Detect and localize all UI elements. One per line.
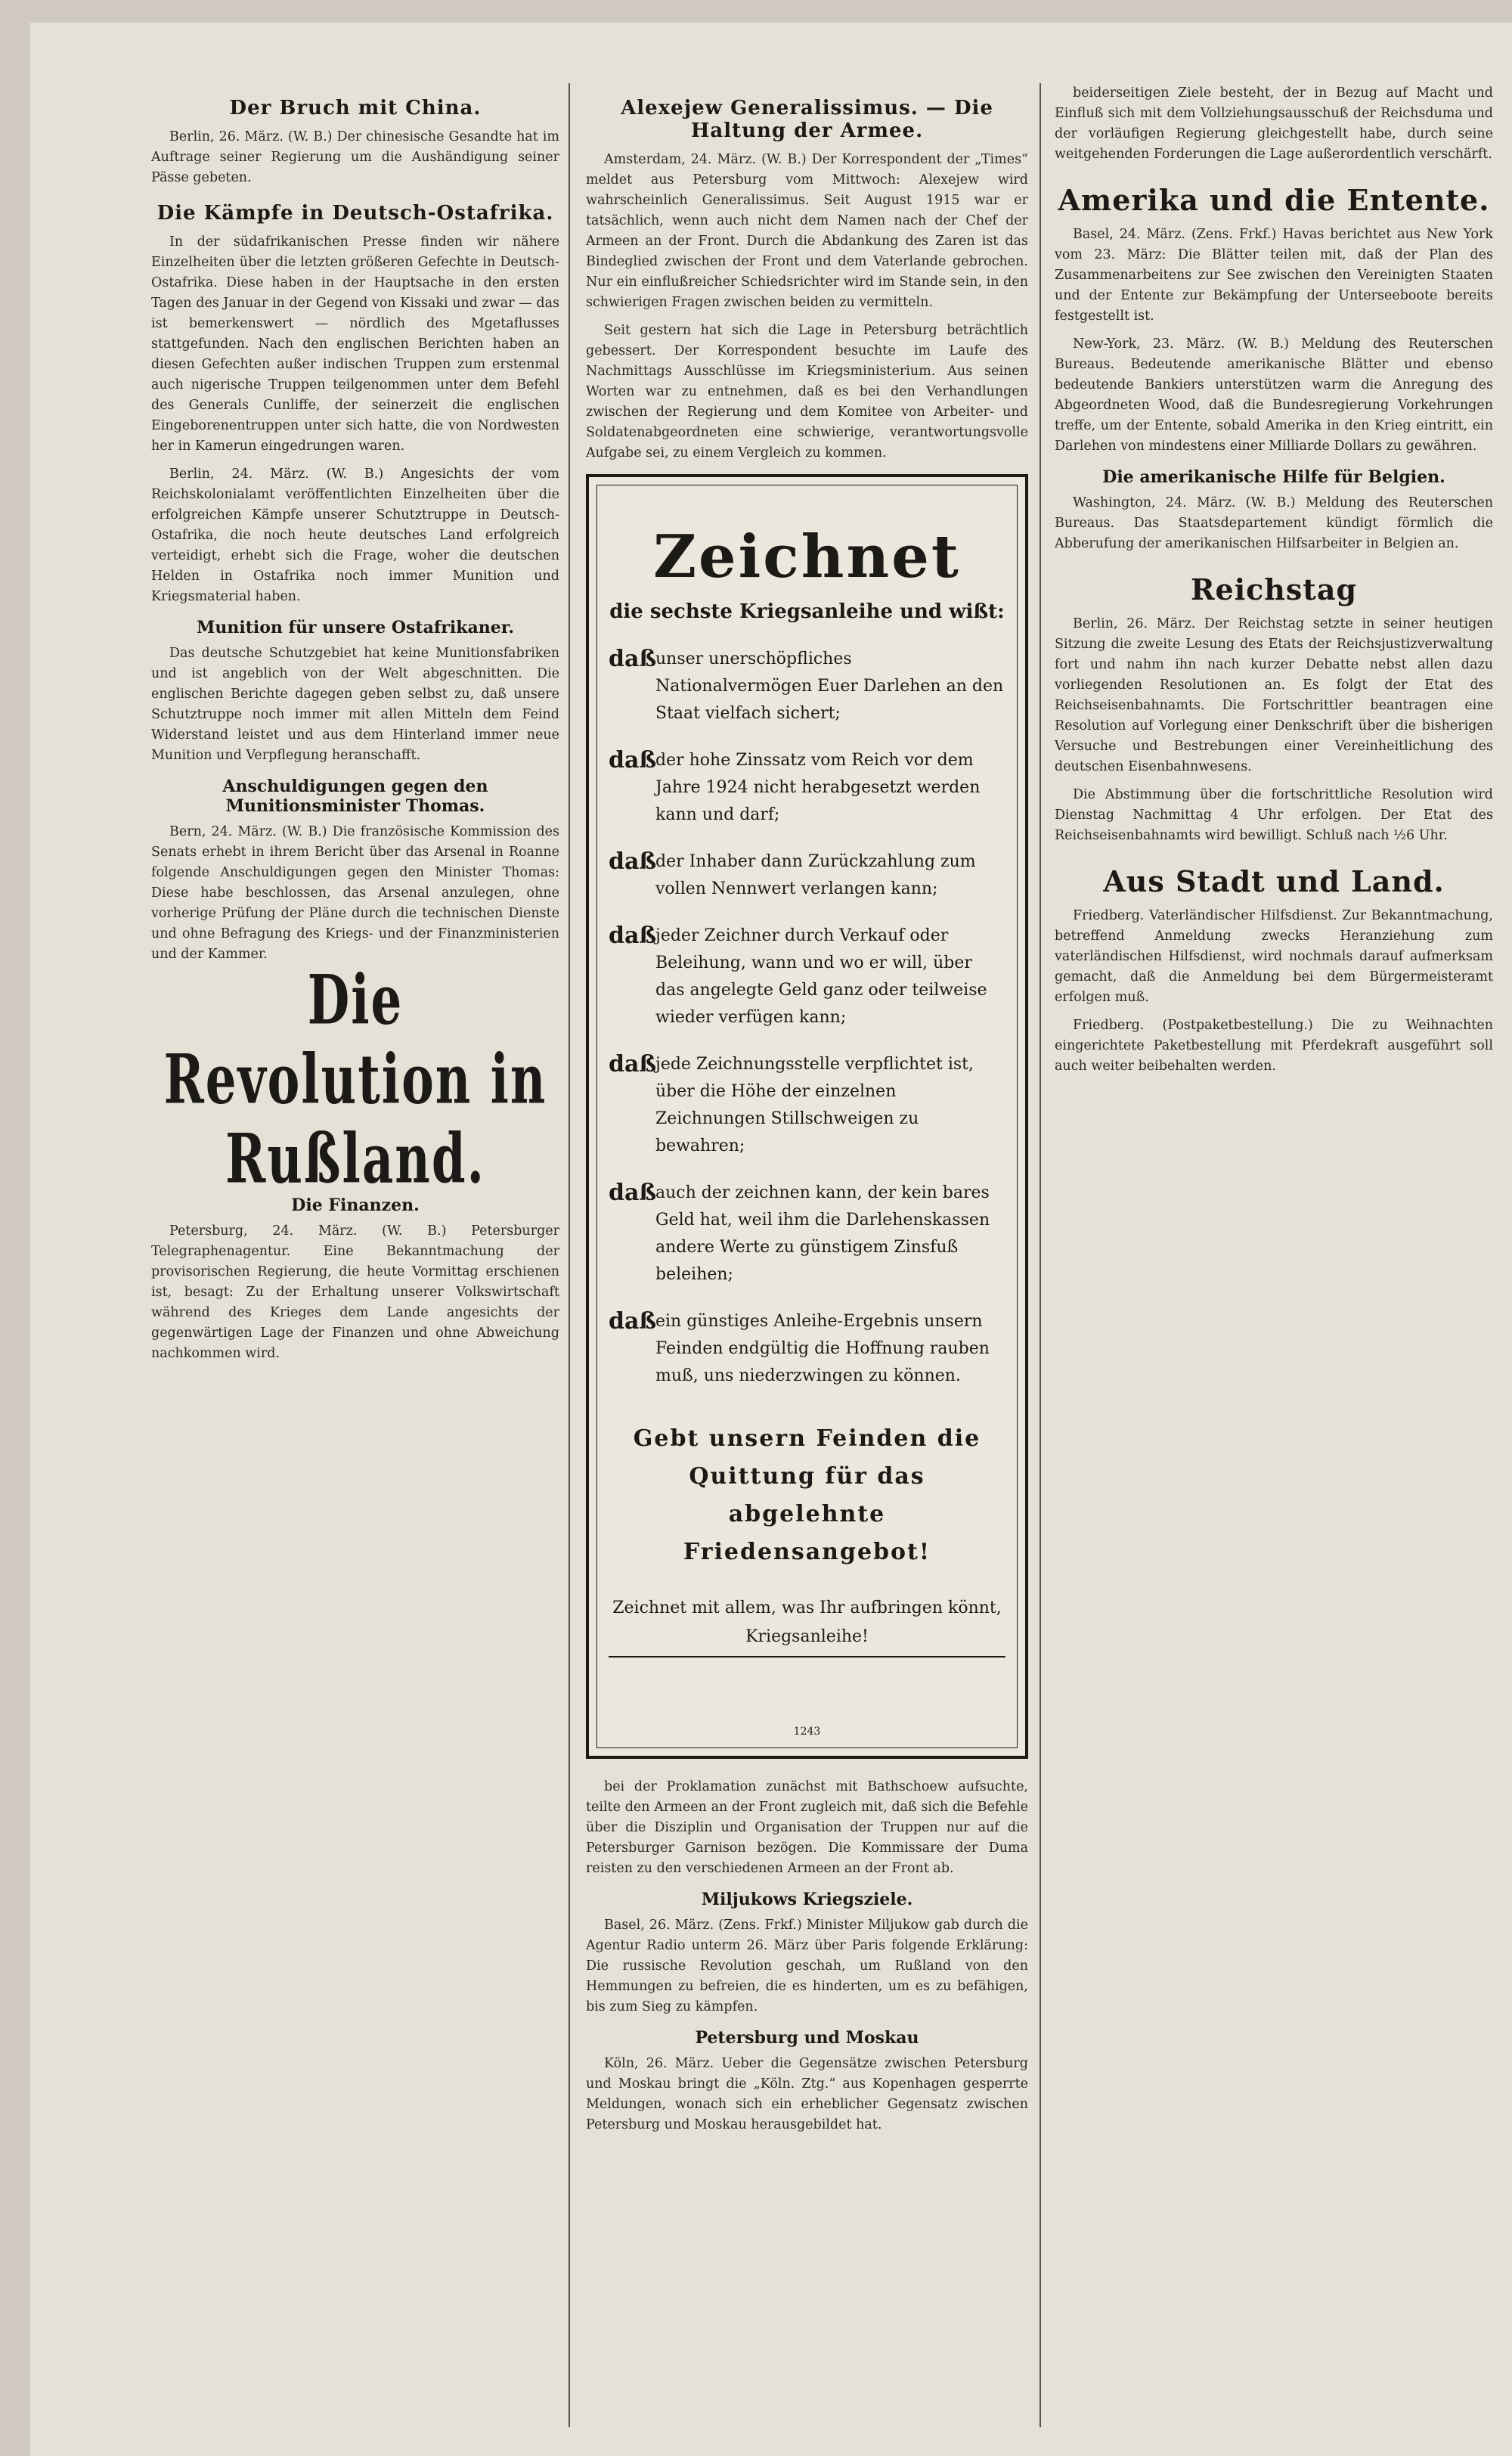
ad-item-key: daß xyxy=(609,1180,657,1206)
ad-item xyxy=(609,1051,1005,1160)
article-text: In der südafrikanischen Presse finden wir nähere Einzelheiten über die letzten größeren Gefechte in Deutsch-Ostafrika. Diese haben in der Hauptsache in den ersten Tagen des Januar in der Gegend von Kissaki und zwar — das ist bemerkenswert — nördlich des Mgetaflusses stattgefunden. Nach den englischen Berichten haben an diesen Gefechten außer indischen Truppen zum erstenmal auch nigerische Truppen teilgenommen unter dem Befehl des Generals Cunliffe, der seinerzeit die englischen Eingeborenentruppen unter sich hatte, die von Nordwesten her in Kamerun eingedrungen waren. xyxy=(151,234,559,454)
subheadline-miljukow: Miljukows Kriegsziele. xyxy=(701,1890,913,1909)
ad-call-to-action: Gebt unsern Feinden die Quittung für das abgelehnte Friedensangebot! xyxy=(633,1425,981,1565)
article-text: Friedberg. (Postpaketbestellung.) Die zu Weihnachten eingerichtete Paketbestellung mit Pferdekraft ausgeführt soll auch weiter beibehalten werden. xyxy=(1055,1018,1493,1074)
article-text: Köln, 26. März. Ueber die Gegensätze zwischen Petersburg und Moskau bringt die „Köln. Ztg.“ aus Kopenhagen gesperrte Meldungen, wonach sich ein erheblicher Gegensatz zwischen Petersburg und Moskau herausgebildet hat. xyxy=(586,2056,1028,2132)
headline-alexejew: Alexejew Generalissimus. — Die Haltung der Armee. xyxy=(621,97,993,142)
article-text: Basel, 26. März. (Zens. Frkf.) Minister Miljukow gab durch die Agentur Radio unterm 26. März über Paris folgende Erklärung: Die russische Revolution geschah, um Rußland von den Hemmungen zu befreien, die es hinderten, um es zu befähigen, bis zum Sieg zu kämpfen. xyxy=(586,1918,1028,2014)
headline-amerika: Amerika und die Entente. xyxy=(1058,183,1490,217)
ad-item-key: daß xyxy=(609,848,657,875)
subheadline-petersburg-moskau: Petersburg und Moskau xyxy=(695,2028,919,2048)
ad-item-text: jede Zeichnungsstelle verpflichtet ist, über die Höhe der einzelnen Zeichnungen Stillschweigen zu bewahren; xyxy=(655,1055,974,1155)
article-text: Berlin, 26. März. (W. B.) Der chinesische Gesandte hat im Auftrage seiner Regierung um die Aushändigung seiner Pässe gebeten. xyxy=(151,129,559,185)
article-text: Basel, 24. März. (Zens. Frkf.) Havas berichtet aus New York vom 23. März: Die Blätter teilen mit, daß der Plan des Zusammenarbeitens zur See zwischen den Vereinigten Staaten und der Entente zur Bekämpfung der Unterseeboote bereits festgestellt ist. xyxy=(1055,227,1493,324)
article-text: beiderseitigen Ziele besteht, der in Bezug auf Macht und Einfluß sich mit dem Vollziehungsausschuß der Reichsduma und der vorläufigen Regierung gleichgestellt habe, durch seine weitgehenden Forderungen die Lage außerordentlich verschärft. xyxy=(1055,85,1493,162)
headline-reichstag: Reichstag xyxy=(1190,572,1358,606)
article-text: Petersburg, 24. März. (W. B.) Petersburger Telegraphenagentur. Eine Bekanntmachung der provisorischen Regierung, die heute Vormittag erschienen ist, besagt: Zu der Erhaltung unserer Volkswirtschaft während des Krieges dem Lande angesichts der gegenwärtigen Lage der Finanzen und ohne Abweichung nachkommen wird. xyxy=(151,1223,559,1361)
headline-revolution: Die Revolution in Rußland. xyxy=(163,961,547,1199)
article-text: bei der Proklamation zunächst mit Bathschoew aufsuchte, teilte den Armeen an der Front zugleich mit, daß sich die Befehle über die Disziplin und Organisation der Truppen nur auf die Petersburger Garnison bezögen. Die Kommissare der Duma reisten zu den verschiedenen Armeen an der Front ab. xyxy=(586,1779,1028,1876)
ad-item-key: daß xyxy=(609,1051,657,1078)
article-text: Berlin, 24. März. (W. B.) Angesichts der vom Reichskolonialamt veröffentlichten Einzelheiten über die erfolgreichen Kämpfe unserer Schutztruppe in Deutsch-Ostafrika, die noch heute deutsches Land erfolgreich verteidigt, erhebt sich die Frage, woher die deutschen Helden in Ostafrika noch immer Munition und Kriegsmaterial haben. xyxy=(151,467,559,604)
ad-item-text: auch der zeichnen kann, der kein bares Geld hat, weil ihm die Darlehenskassen andere Werte zu günstigem Zinsfuß beleihen; xyxy=(655,1183,990,1284)
ad-code: 1243 xyxy=(793,1726,821,1738)
subheadline-finanzen: Die Finanzen. xyxy=(291,1195,420,1215)
ad-item xyxy=(609,923,1005,1031)
ad-item-key: daß xyxy=(609,646,657,672)
article-text: Die Abstimmung über die fortschrittliche Resolution wird Dienstag Nachmittag 4 Uhr erfolgen. Der Etat des Reichseisenbahnamts wird bewilligt. Schluß nach ½6 Uhr. xyxy=(1055,787,1493,843)
ad-item xyxy=(609,747,1005,829)
ad-item-text: der hohe Zinssatz vom Reich vor dem Jahre 1924 nicht herabgesetzt werden kann und darf; xyxy=(655,751,981,824)
ad-item xyxy=(609,1180,1005,1288)
ad-item-key: daß xyxy=(609,747,657,774)
ad-subtitle: die sechste Kriegsanleihe und wißt: xyxy=(609,600,1005,623)
ad-title: Zeichnet xyxy=(653,523,961,591)
article-text: Berlin, 26. März. Der Reichstag setzte in seiner heutigen Sitzung die zweite Lesung des Etats der Reichsjustizverwaltung fort und nahm ihn nach kurzer Debatte nebst allen dazu vorliegenden Resolutionen an. Es folgt der Etat des Reichseisenbahnamts. Die Fortschrittler beantragen eine Resolution auf Vorlegung einer Denkschrift über die bisherigen Versuche und Bestrebungen einer Vereinheitlichung des deutschen Eisenbahnwesens. xyxy=(1055,616,1493,774)
ad-item-text: unser unerschöpfliches Nationalvermögen Euer Darlehen an den Staat vielfach sichert; xyxy=(655,650,1004,723)
subheadline-munition: Munition für unsere Ostafrikaner. xyxy=(197,618,514,637)
article-text: New-York, 23. März. (W. B.) Meldung des Reuterschen Bureaus. Bedeutende amerikanische Blätter und ebenso bedeutende Bankiers unterstützen warm die Anregung des Abgeordneten Wood, daß die Bundesregierung Vorkehrungen treffe, um der Entente, sobald Amerika in den Krieg eintritt, ein Darlehen von mindestens einer Milliarde Dollars zu gewähren. xyxy=(1055,336,1493,454)
ad-item-text: ein günstiges Anleihe-Ergebnis unsern Feinden endgültig die Hoffnung rauben muß, uns niederzwingen zu können. xyxy=(655,1312,990,1385)
subheadline-thomas: Anschuldigungen gegen den Munitionsminister Thomas. xyxy=(222,777,488,816)
ad-item-text: jeder Zeichner durch Verkauf oder Beleihung, wann und wo er will, über das angelegte Geld ganz oder teilweise wieder verfügen kann; xyxy=(655,926,987,1027)
headline-stadt-land: Aus Stadt und Land. xyxy=(1103,864,1445,898)
war-bond-advertisement xyxy=(586,474,1028,1759)
column-2 xyxy=(586,83,1028,2143)
ad-item xyxy=(609,1308,1005,1390)
article-text: Friedberg. Vaterländischer Hilfsdienst. Zur Bekanntmachung, betreffend Anmeldung zwecks Heranziehung zum vaterländischen Hilfsdienst, wird nochmals darauf aufmerksam gemacht, daß die Anmeldung bei dem Bürgermeisteramt erfolgen muß. xyxy=(1055,908,1493,1005)
newspaper-page xyxy=(30,23,1512,2456)
article-text: Washington, 24. März. (W. B.) Meldung des Reuterschen Bureaus. Das Staatsdepartement kündigt förmlich die Abberufung der amerikanischen Hilfsarbeiter in Belgien an. xyxy=(1055,495,1493,551)
article-text: Bern, 24. März. (W. B.) Die französische Kommission des Senats erhebt in ihrem Bericht über das Arsenal in Roanne folgende Anschuldigungen gegen den Minister Thomas: Diese habe beschlossen, das Arsenal anzulegen, ohne vorherige Prüfung der Pläne durch die technischen Dienste und ohne Befragung des Kriegs- und der Finanzministerien und der Kammer. xyxy=(151,824,559,962)
ad-item-text: der Inhaber dann Zurückzahlung zum vollen Nennwert verlangen kann; xyxy=(655,852,976,898)
subheadline-belgien: Die amerikanische Hilfe für Belgien. xyxy=(1102,467,1445,487)
ad-item-key: daß xyxy=(609,1308,657,1335)
headline-china: Der Bruch mit China. xyxy=(229,97,482,119)
ad-item xyxy=(609,646,1005,727)
ad-item xyxy=(609,848,1005,903)
article-text: Das deutsche Schutzgebiet hat keine Munitionsfabriken und ist angeblich von der Welt abgeschnitten. Die englischen Berichte dagegen geben selbst zu, daß unsere Schutztruppe noch immer mit allen Mitteln dem Feind Widerstand leistet und aus dem Hinterland immer neue Munition und Verpflegung heranschafft. xyxy=(151,646,559,763)
column-rule xyxy=(1040,83,1041,2427)
ad-item-key: daß xyxy=(609,923,657,949)
ad-footer: Zeichnet mit allem, was Ihr aufbringen könnt, Kriegsanleihe! xyxy=(612,1599,1002,1646)
ad-divider xyxy=(609,1656,1005,1657)
column-3 xyxy=(1055,83,1493,1084)
article-text: Amsterdam, 24. März. (W. B.) Der Korrespondent der „Times“ meldet aus Petersburg vom Mittwoch: Alexejew wird wahrscheinlich Generalissimus. Seit August 1915 war er tatsächlich, wenn auch nicht dem Namen nach der Chef der Armeen an der Front. Durch die Abdankung des Zaren ist das Bindeglied zwischen der Front und dem Vaterlande gebrochen. Nur ein einflußreicher Schiedsrichter wird im Stande sein, in den schwierigen Fragen zwischen beiden zu vermitteln. xyxy=(586,152,1028,310)
column-rule xyxy=(569,83,570,2427)
article-text: Seit gestern hat sich die Lage in Petersburg beträchtlich gebessert. Der Korrespondent besuchte im Laufe des Nachmittags Ausschlüsse im Kriegsministerium. Aus seinen Worten war zu entnehmen, daß es bei den Verhandlungen zwischen der Regierung und dem Komitee von Arbeiter- und Soldatenabgeordneten eine schwierige, verantwortungsvolle Aufgabe sei, zu einem Vergleich zu kommen. xyxy=(586,323,1028,460)
column-1 xyxy=(151,83,559,1372)
headline-ostafrika: Die Kämpfe in Deutsch-Ostafrika. xyxy=(156,202,554,225)
